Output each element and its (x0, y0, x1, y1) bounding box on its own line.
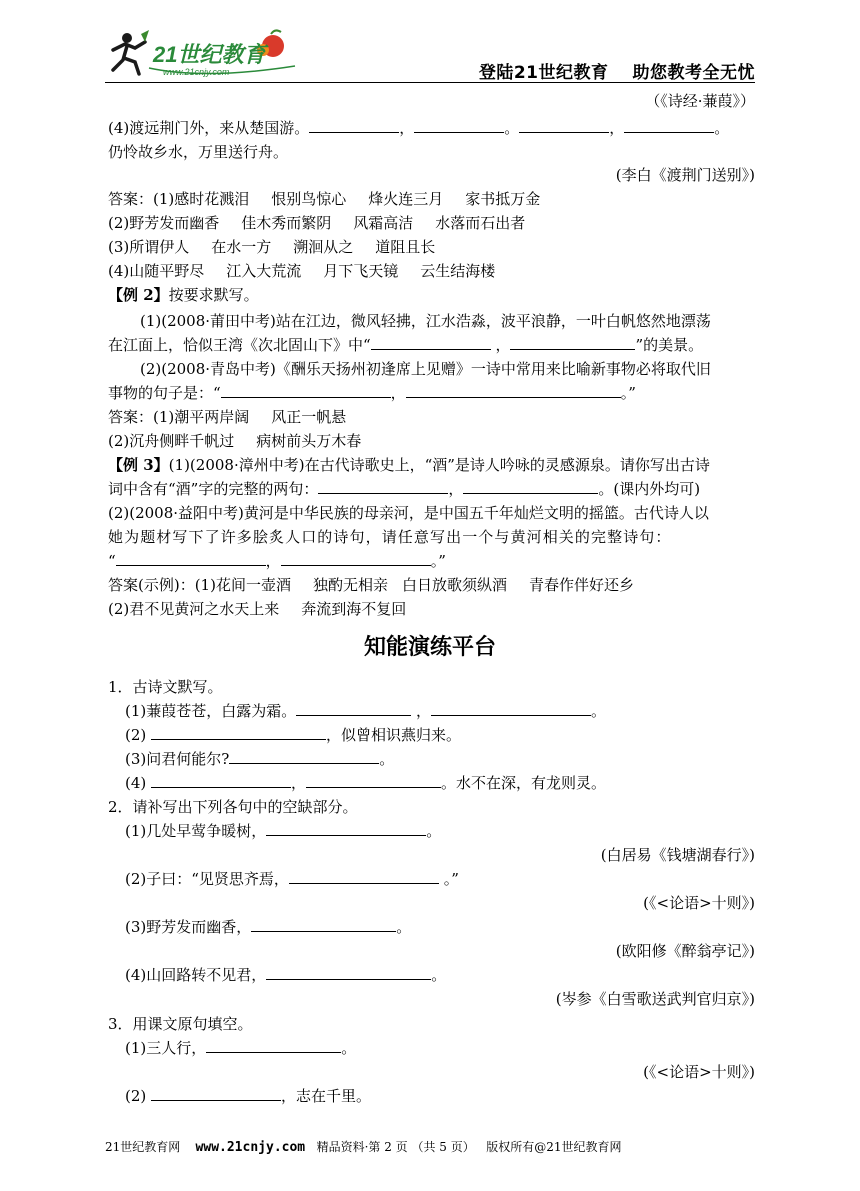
answer-line: 答案：(1)潮平两岸阔 风正一帆悬 (108, 408, 347, 426)
example-line: 在江面上，恰似王湾《次北固山下》中“ ， ”的美景。 (108, 336, 704, 354)
footer-page-info: 精品资料·第 2 页 （共 5 页） (316, 1140, 475, 1154)
source-note: (李白《渡荆门送别》) (615, 166, 755, 184)
section-title: 知能演练平台 (363, 635, 496, 660)
example-3-title: 【例 3】(1)(2008·漳州中考)在古代诗歌史上，“酒”是诗人吟咏的灵感源泉。请你写出古诗 (108, 456, 710, 474)
source-note: (白居易《钱塘湖春行》) (600, 846, 755, 864)
answer-line: (2)野芳发而幽香 佳木秀而繁阴 风霜高洁 水落而石出者 (108, 214, 526, 232)
source-note: (《<论语>十则》) (643, 894, 755, 912)
answer-line: 答案：(1)感时花溅泪 恨别鸟惊心 烽火连三月 家书抵万金 (108, 190, 541, 208)
logo-url: www.21cnjy.com (163, 67, 230, 77)
question-line: (4)渡远荆门外，来从楚国游。 ， 。 ， 。 (108, 119, 730, 137)
source-note: (岑参《白雪歌送武判官归京》) (555, 990, 755, 1008)
example-line: (2)(2008·青岛中考)《酬乐天扬州初逢席上见赠》一诗中常用来比喻新事物必将取代旧 (140, 360, 711, 378)
source-note: (欧阳修《醉翁亭记》) (615, 942, 755, 960)
question-title: 3．用课文原句填空。 (108, 1015, 253, 1033)
example-line: (1)(2008·莆田中考)站在江边，微风轻拂，江水浩淼，波平浪静，一叶白帆悠然地漂荡 (140, 312, 711, 330)
example-line: (2)(2008·益阳中考)黄河是中华民族的母亲河，是中国五千年灿烂文明的摇篮。古代诗人以 (108, 504, 709, 522)
answer-line: (2)沉舟侧畔千帆过 病树前头万木春 (108, 432, 362, 450)
page-footer (105, 1138, 755, 1155)
slogan-2: 助您教考全无忧 (632, 63, 755, 83)
source-note: （《诗经·蒹葭》） (645, 92, 755, 110)
header-divider (105, 82, 755, 83)
example-line: 她为题材写下了许多脍炙人口的诗句，请任意写出一个与黄河相关的完整诗句： (108, 528, 672, 546)
example-line: 事物的句子是：“ ， 。” (108, 384, 636, 402)
question-line: 仍怜故乡水，万里送行舟。 (108, 143, 289, 161)
footer-site-link[interactable]: www.21cnjy.com (195, 1140, 306, 1155)
site-logo (105, 28, 305, 80)
logo-text: 21世纪教育 (153, 42, 266, 67)
footer-copyright: 版权所有@21世纪教育网 (486, 1140, 622, 1154)
question-line: (3)问君何能尔? 。 (125, 750, 395, 768)
question-line: (2) ，似曾相识燕归来。 (125, 726, 462, 744)
example-line: 词中含有“酒”字的完整的两句： ， 。(课内外均可) (108, 480, 701, 498)
example-line: “ ， 。” (108, 552, 446, 570)
question-title: 1．古诗文默写。 (108, 678, 223, 696)
question-line: (2) ，志在千里。 (125, 1087, 372, 1105)
source-note: (《<论语>十则》) (643, 1063, 755, 1081)
header-slogan (479, 58, 755, 83)
answer-line: (4)山随平野尽 江入大荒流 月下飞天镜 云生结海楼 (108, 262, 496, 280)
page-header (105, 28, 755, 84)
question-title: 2．请补写出下列各句中的空缺部分。 (108, 798, 358, 816)
question-line: (3)野芳发而幽香， 。 (125, 918, 412, 936)
footer-left: 21世纪教育网 (105, 1140, 181, 1154)
answer-line: (3)所谓伊人 在水一方 溯洄从之 道阻且长 (108, 238, 436, 256)
question-line: (1)三人行， 。 (125, 1039, 357, 1057)
question-line: (1)几处早莺争暖树， 。 (125, 822, 442, 840)
answer-line: 答案(示例)：(1)花间一壶酒 独酌无相亲 白日放歌须纵酒 青春作伴好还乡 (108, 576, 634, 594)
question-line: (4)山回路转不见君， 。 (125, 966, 447, 984)
answer-line: (2)君不见黄河之水天上来 奔流到海不复回 (108, 600, 407, 618)
question-line: (4) ， 。水不在深，有龙则灵。 (125, 774, 607, 792)
example-2-title: 【例 2】按要求默写。 (108, 286, 259, 304)
question-line: (2)子曰：“见贤思齐焉， 。” (125, 870, 459, 888)
slogan-1: 登陆21世纪教育 (478, 63, 609, 83)
question-line: (1)蒹葭苍苍，白露为霜。 ， 。 (125, 702, 607, 720)
